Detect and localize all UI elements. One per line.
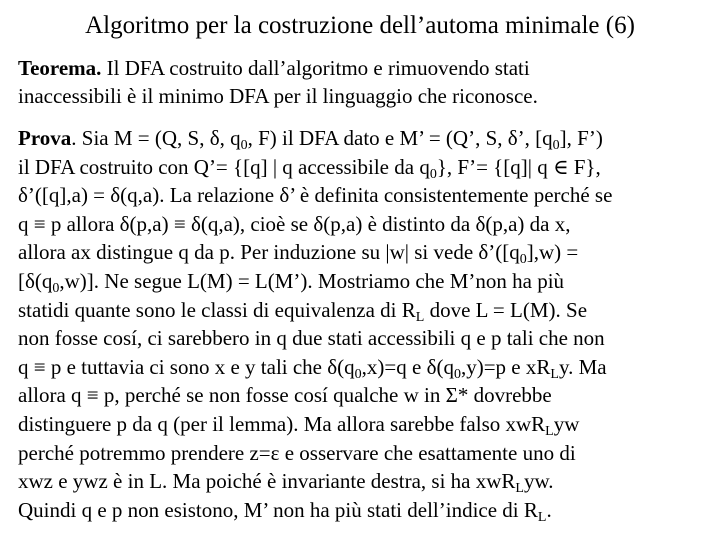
theorem-text: Il DFA costruito dall’algoritmo e rimuovendo stati (101, 56, 530, 80)
proof-line-13: xwz e ywz è in L. Ma poiché è invariante destra, si ha xwR$_L$yw. (18, 469, 554, 497)
proof-block (18, 124, 718, 524)
theorem-line-1 (18, 54, 718, 82)
proof-label: Prova (18, 126, 72, 150)
proof-line-14: Quindi q e p non esistono, M’ non ha più stati dell’indice di $R_L$. (18, 497, 552, 525)
theorem-line-2: inaccessibili è il minimo DFA per il linguaggio che riconosce. (18, 84, 538, 108)
proof-line-10: allora q ≡ p, perché se non fosse cosí qualche w in Σ* dovrebbe (18, 383, 552, 408)
proof-line-1 (18, 124, 718, 153)
theorem-label: Teorema. (18, 56, 102, 80)
theorem-block (18, 54, 718, 110)
proof-line-4: q ≡ p allora δ(p,a) ≡ δ(q,a), cioè se δ(p,a) è distinto da δ(p,a) da x, (18, 211, 571, 236)
proof-line-6: $[\delta(q_0,w)]$. Ne segue L(M) = L(M’). Mostriamo che M’non ha più (18, 268, 565, 296)
proof-text: . Sia M = (Q, S, δ, $q_0$, F) il DFA dato e M’ = (Q’, S, δ’, $[q_0]$, F’) (71, 126, 603, 153)
proof-line-12: perché potremmo prendere z=ε e osservare che esattamente uno di (18, 440, 576, 465)
proof-line-11: distinguere p da q (per il lemma). Ma allora sarebbe falso xwR$_L$yw (18, 411, 580, 439)
slide-title: Algoritmo per la costruzione dell’automa minimale (6) (85, 12, 635, 39)
proof-line-7: statidi quante sono le classi di equivalenza di $R_L$ dove L = L(M). Se (18, 297, 588, 325)
proof-line-2: il DFA costruito con Q’= {[q] | q accessibile da $q_0$}, F’= {[q]| q ∈ F}, (18, 154, 601, 182)
proof-line-8: non fosse cosí, ci sarebbero in q due stati accessibili q e p tali che non (18, 326, 605, 351)
proof-line-5: allora ax distingue q da p. Per induzione su |w| si vede $\delta’([q_0],w)$ = (18, 240, 579, 268)
proof-line-9: q ≡ p e tuttavia ci sono x e y tali che $\delta(q_0,x)=q$ e $\delta(q_0,y)=p$ e $xR_Ly$. Ma (18, 354, 607, 382)
proof-line-3: δ’([q],a) = δ(q,a). La relazione δ’ è definita consistentemente perché se (18, 183, 613, 208)
